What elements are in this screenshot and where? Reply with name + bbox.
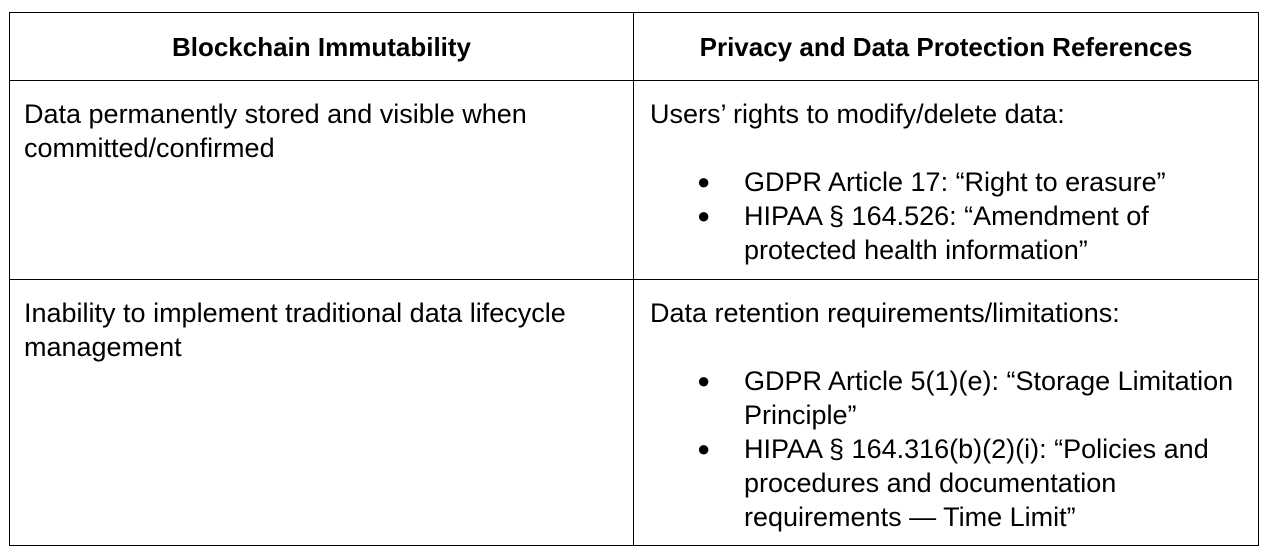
- row1-right-intro: Users’ rights to modify/delete data:: [650, 99, 1065, 129]
- row2-left-cell: [10, 280, 634, 546]
- table-row: [10, 280, 1259, 546]
- list-item: [650, 364, 1244, 432]
- bullet-icon: ●: [697, 169, 711, 194]
- bullet-text: GDPR Article 17: “Right to erasure”: [744, 167, 1166, 197]
- row2-right-intro: Data retention requirements/limitations:: [650, 298, 1120, 328]
- bullet-text: HIPAA § 164.316(b)(2)(i): “Policies and procedures and documentation requirements — Time Limit”: [744, 434, 1209, 532]
- comparison-table: [9, 12, 1259, 546]
- row2-right-cell: [634, 280, 1259, 546]
- row1-bullet-list: [650, 165, 1244, 267]
- row1-left-text: Data permanently stored and visible when committed/confirmed: [24, 99, 527, 163]
- row1-right-cell: [634, 81, 1259, 280]
- bullet-icon: ●: [697, 436, 711, 461]
- bullet-icon: ●: [697, 203, 711, 228]
- header-privacy-references: Privacy and Data Protection References: [634, 13, 1259, 81]
- table-row: [10, 81, 1259, 280]
- row2-bullet-list: [650, 364, 1244, 534]
- bullet-icon: ●: [697, 368, 711, 393]
- list-item: [650, 199, 1244, 267]
- list-item: [650, 165, 1244, 199]
- row2-left-text: Inability to implement traditional data lifecycle management: [24, 298, 566, 362]
- header-blockchain-immutability: Blockchain Immutability: [10, 13, 634, 81]
- header-row: [10, 13, 1259, 81]
- bullet-text: GDPR Article 5(1)(e): “Storage Limitation Principle”: [744, 366, 1234, 430]
- list-item: [650, 432, 1244, 534]
- row1-left-cell: [10, 81, 634, 280]
- bullet-text: HIPAA § 164.526: “Amendment of protected health information”: [744, 201, 1149, 265]
